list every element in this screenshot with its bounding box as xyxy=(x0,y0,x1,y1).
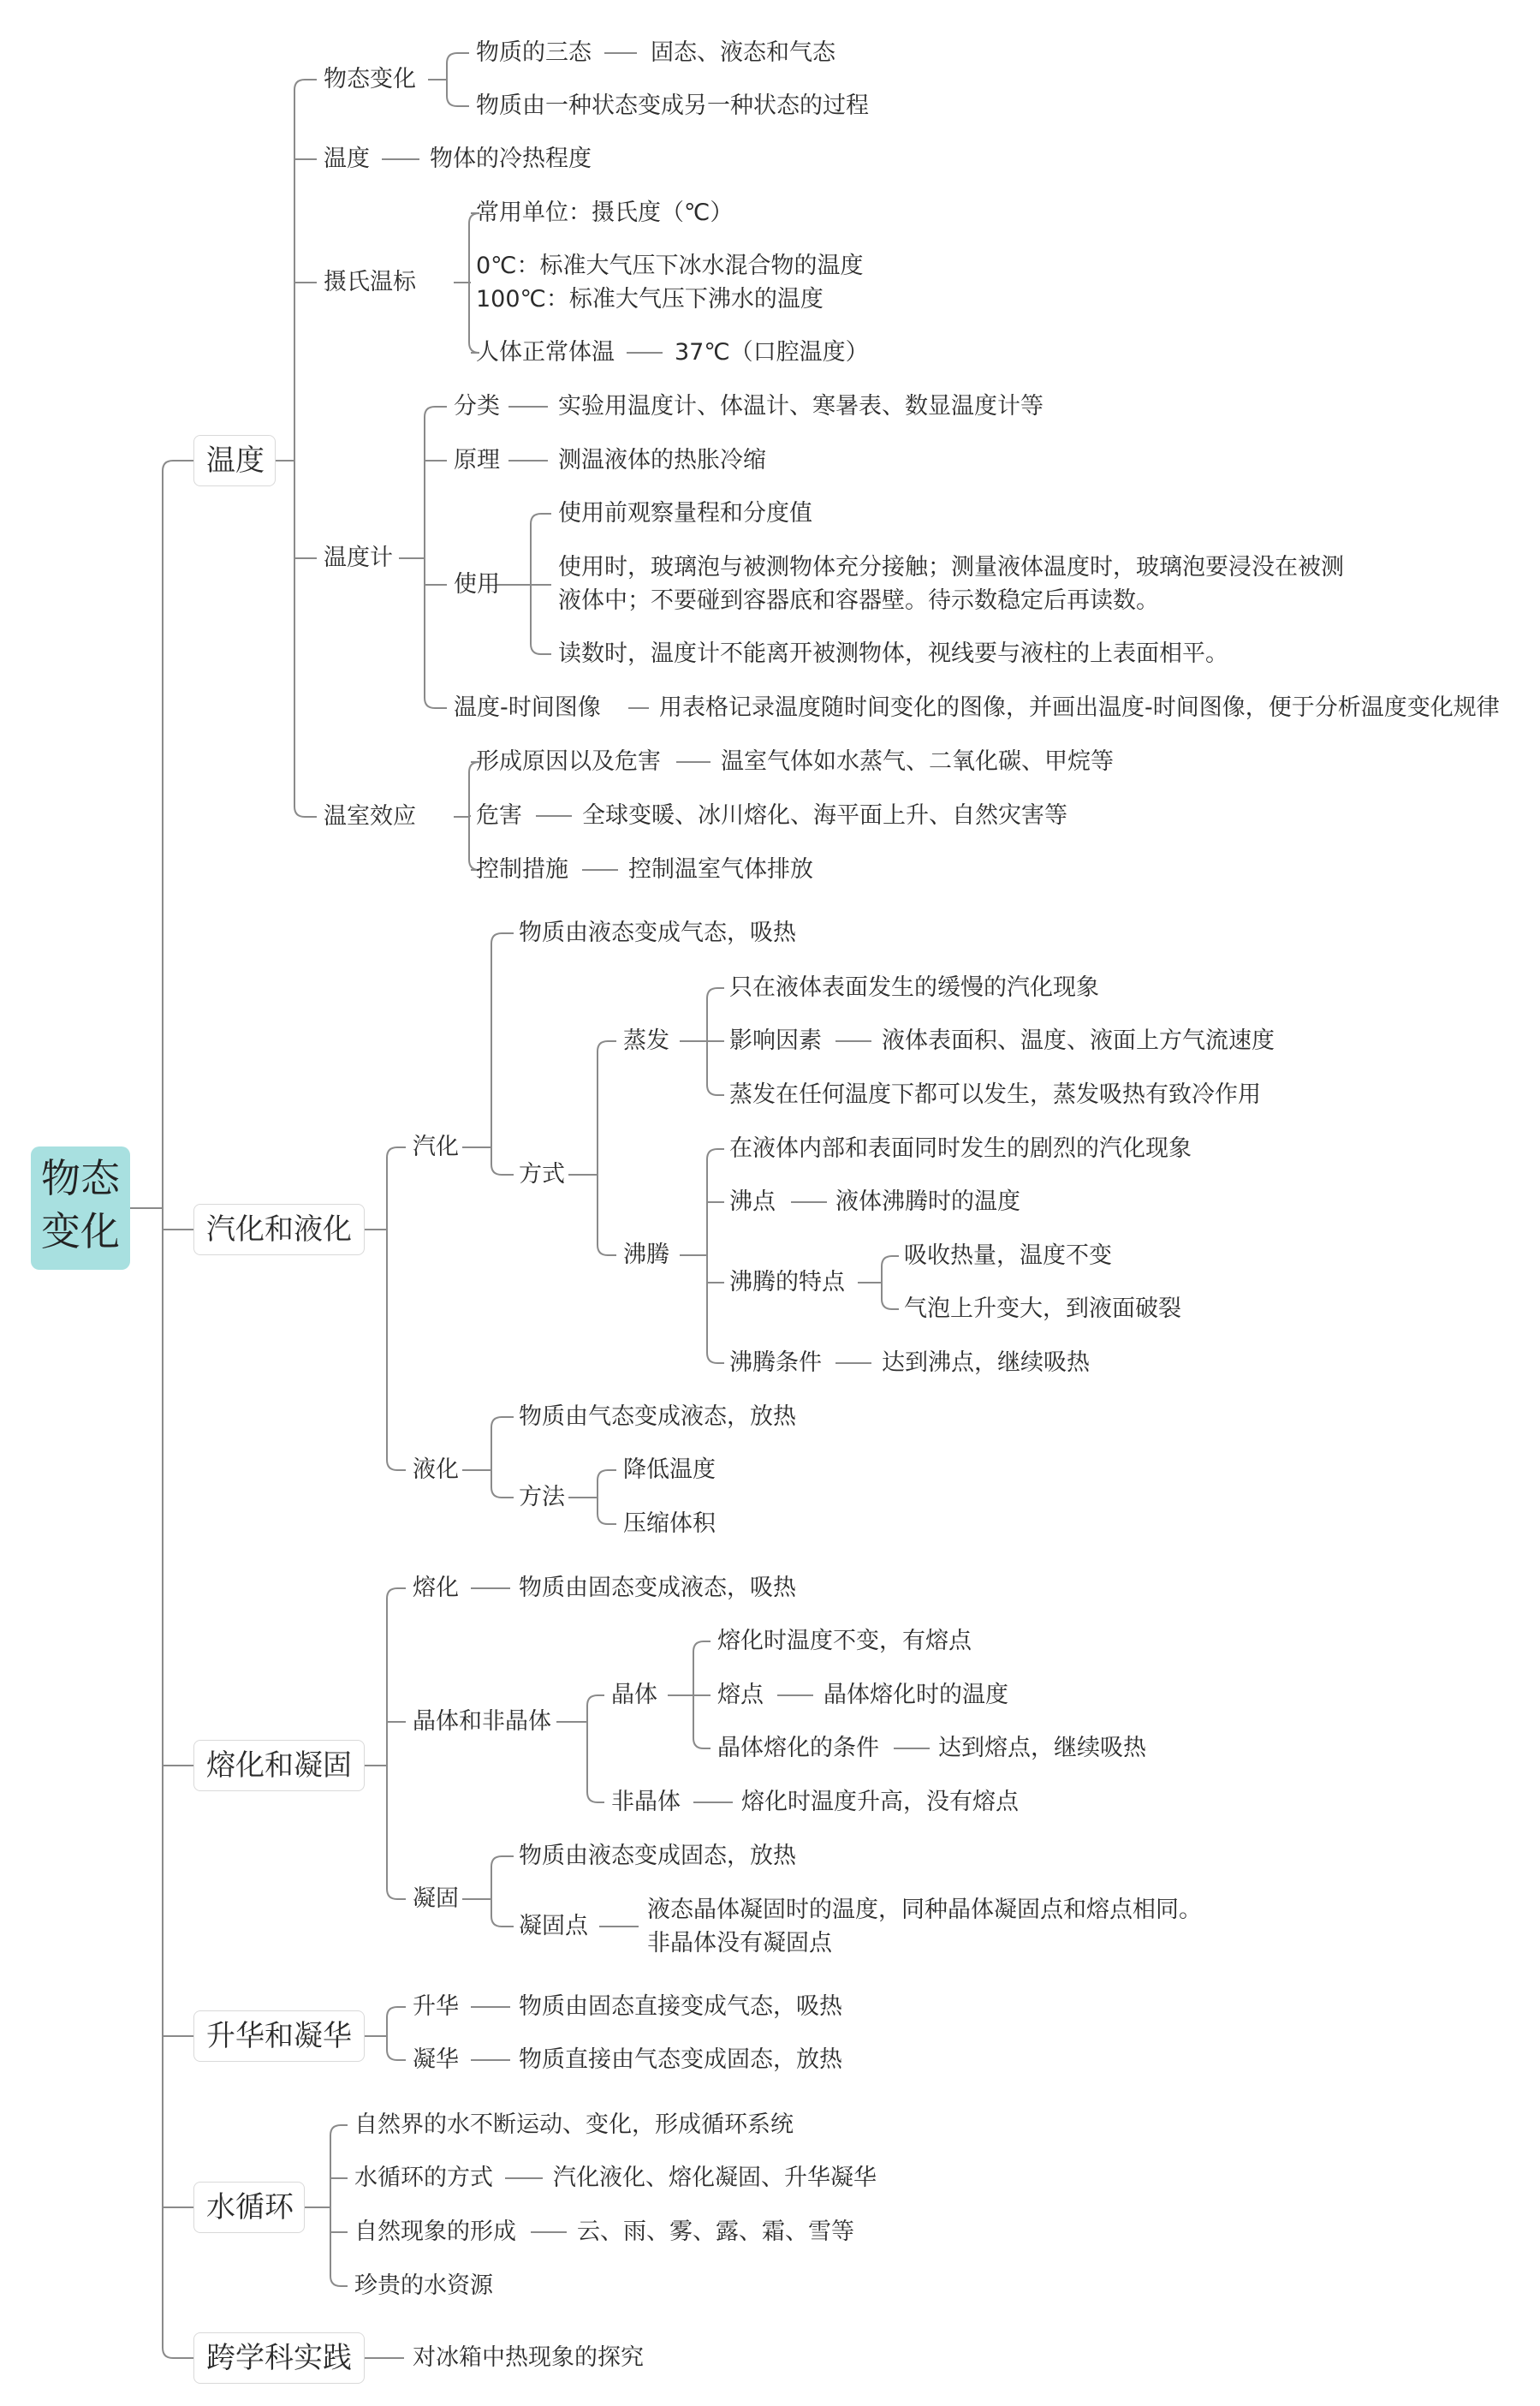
node-melting[interactable]: 熔化 xyxy=(413,1575,459,1601)
node-cause[interactable]: 形成原因以及危害 xyxy=(476,748,661,775)
node-liq-def[interactable]: 物质由气态变成液态，放热 xyxy=(519,1403,796,1430)
connector-line xyxy=(387,2050,406,2060)
node-body-temp[interactable]: 人体正常体温 xyxy=(476,339,615,366)
connector-line xyxy=(531,514,551,524)
node-zero-point[interactable]: 0℃：标准大气压下冰水混合物的温度 xyxy=(476,253,864,279)
connector-line xyxy=(707,988,724,998)
connector-line xyxy=(491,933,514,944)
node-sublimation[interactable]: 升华 xyxy=(413,1993,459,2020)
node-body-temp-value: 37℃（口腔温度） xyxy=(675,339,869,366)
node-melt-cond[interactable]: 晶体熔化的条件 xyxy=(717,1735,879,1761)
connector-line xyxy=(447,96,469,106)
topic-melting[interactable]: 熔化和凝固 xyxy=(193,1740,365,1791)
node-melt-point-value: 晶体熔化时的温度 xyxy=(824,1682,1008,1708)
node-sub-def: 物质由固态直接变成气态，吸热 xyxy=(519,1993,842,2020)
node-water-1[interactable]: 自然界的水不断运动、变化，形成循环系统 xyxy=(354,2111,794,2138)
node-water-4[interactable]: 珍贵的水资源 xyxy=(354,2272,493,2299)
node-control-value: 控制温室气体排放 xyxy=(628,856,813,883)
node-harm[interactable]: 危害 xyxy=(476,802,522,829)
node-cause-value: 温室气体如水蒸气、二氧化碳、甲烷等 xyxy=(721,748,1114,775)
node-evaporation[interactable]: 蒸发 xyxy=(623,1027,669,1054)
node-melt-cond-value: 达到熔点，继续吸热 xyxy=(938,1735,1146,1761)
node-boil-cond-value: 达到沸点，继续吸热 xyxy=(882,1349,1090,1376)
connector-line xyxy=(882,1256,899,1266)
node-principle-value: 测温液体的热胀冷缩 xyxy=(558,447,766,473)
node-use[interactable]: 使用 xyxy=(454,571,500,598)
node-freeze-point[interactable]: 凝固点 xyxy=(519,1913,588,1939)
node-evap-1[interactable]: 只在液体表面发生的缓慢的汽化现象 xyxy=(729,974,1099,1001)
connector-line xyxy=(163,2348,193,2358)
connector-line xyxy=(425,407,447,417)
node-liq-m2[interactable]: 压缩体积 xyxy=(623,1510,716,1537)
node-graph-value: 用表格记录温度随时间变化的图像，并画出温度-时间图像，便于分析温度变化规律 xyxy=(659,694,1500,721)
node-vap-def[interactable]: 物质由液态变成气态，吸热 xyxy=(519,920,796,946)
node-unit[interactable]: 常用单位：摄氏度（℃） xyxy=(476,200,734,226)
node-classify[interactable]: 分类 xyxy=(454,393,500,420)
node-boil-feature[interactable]: 沸腾的特点 xyxy=(729,1269,845,1295)
node-use-2b: 液体中；不要碰到容器底和容器壁。待示数稳定后再读数。 xyxy=(558,587,1159,614)
node-use-2a[interactable]: 使用时，玻璃泡与被测物体充分接触；测量液体温度时，玻璃泡要浸没在被测 xyxy=(558,554,1344,581)
node-boil-point[interactable]: 沸点 xyxy=(729,1188,776,1215)
node-liq-m1[interactable]: 降低温度 xyxy=(623,1456,716,1483)
connector-line xyxy=(707,1353,724,1363)
connector-line xyxy=(531,644,551,654)
node-crystal-1[interactable]: 熔化时温度不变，有熔点 xyxy=(717,1628,972,1654)
connector-line xyxy=(387,1147,406,1158)
node-method[interactable]: 方式 xyxy=(519,1161,565,1188)
node-solid-def[interactable]: 物质由液态变成固态，放热 xyxy=(519,1843,796,1869)
node-temperature-def: 物体的冷热程度 xyxy=(430,146,592,172)
node-use-3[interactable]: 读数时，温度计不能离开被测物体，视线要与液柱的上表面相平。 xyxy=(558,640,1228,667)
node-temperature[interactable]: 温度 xyxy=(324,146,370,172)
node-thermometer[interactable]: 温度计 xyxy=(324,545,393,571)
node-celsius[interactable]: 摄氏温标 xyxy=(324,269,416,295)
node-liq-method[interactable]: 方法 xyxy=(519,1484,565,1510)
connector-line xyxy=(598,1245,616,1255)
node-water-3-value: 云、雨、雾、露、霜、雪等 xyxy=(577,2218,854,2245)
node-evap-3[interactable]: 蒸发在任何温度下都可以发生，蒸发吸热有致冷作用 xyxy=(729,1081,1261,1108)
node-crystal-group[interactable]: 晶体和非晶体 xyxy=(413,1708,551,1735)
node-use-1[interactable]: 使用前观察量程和分度值 xyxy=(558,500,812,527)
node-liquefaction[interactable]: 液化 xyxy=(413,1456,459,1483)
node-hundred-point[interactable]: 100℃：标准大气压下沸水的温度 xyxy=(476,286,824,313)
node-factors-value: 液体表面积、温度、液面上方气流速度 xyxy=(882,1027,1275,1054)
node-cross-value: 对冰箱中热现象的探究 xyxy=(413,2344,644,2371)
root-topic[interactable]: 物态 变化 xyxy=(31,1146,130,1270)
node-boil-1[interactable]: 在液体内部和表面同时发生的剧烈的汽化现象 xyxy=(729,1135,1192,1162)
node-graph[interactable]: 温度-时间图像 xyxy=(454,694,601,721)
connector-line xyxy=(387,1588,406,1599)
connector-line xyxy=(387,2007,406,2017)
node-three-states-value: 固态、液态和气态 xyxy=(651,39,835,66)
node-feature-1[interactable]: 吸收热量，温度不变 xyxy=(904,1242,1112,1269)
connector-line xyxy=(693,1738,711,1748)
node-boil-point-value: 液体沸腾时的温度 xyxy=(835,1188,1020,1215)
node-dep-def: 物质直接由气态变成固态，放热 xyxy=(519,2046,842,2073)
node-deposition[interactable]: 凝华 xyxy=(413,2046,459,2073)
connector-line xyxy=(294,807,317,817)
node-boiling[interactable]: 沸腾 xyxy=(623,1242,669,1268)
node-classify-value: 实验用温度计、体温计、寒暑表、数显温度计等 xyxy=(558,393,1044,420)
connector-line xyxy=(330,2276,348,2286)
topic-temperature[interactable]: 温度 xyxy=(193,435,276,486)
node-melt-point[interactable]: 熔点 xyxy=(717,1682,764,1708)
node-solidify[interactable]: 凝固 xyxy=(413,1885,459,1912)
connector-line xyxy=(294,80,317,90)
connector-line xyxy=(707,1149,724,1159)
topic-sublimation[interactable]: 升华和凝华 xyxy=(193,2010,365,2062)
node-control[interactable]: 控制措施 xyxy=(476,856,568,883)
node-state-change[interactable]: 物态变化 xyxy=(324,66,416,92)
connector-line xyxy=(491,1487,514,1498)
connector-line xyxy=(598,1514,616,1524)
connector-line xyxy=(387,1460,406,1470)
node-boil-cond[interactable]: 沸腾条件 xyxy=(729,1349,822,1376)
connector-line xyxy=(387,1889,406,1899)
connector-line xyxy=(882,1299,899,1309)
node-feature-2[interactable]: 气泡上升变大，到液面破裂 xyxy=(904,1295,1181,1322)
connector-line xyxy=(163,461,193,471)
node-water-2-value: 汽化液化、熔化凝固、升华凝华 xyxy=(553,2165,877,2191)
node-three-states[interactable]: 物质的三态 xyxy=(476,39,592,66)
connector-line xyxy=(598,1470,616,1480)
connector-line xyxy=(491,1164,514,1175)
topic-vaporization[interactable]: 汽化和液化 xyxy=(193,1204,365,1255)
node-melt-def: 物质由固态变成液态，吸热 xyxy=(519,1575,796,1601)
node-water-3[interactable]: 自然现象的形成 xyxy=(354,2218,516,2245)
connector-line xyxy=(491,1856,514,1867)
node-greenhouse[interactable]: 温室效应 xyxy=(324,803,416,830)
node-amorphous[interactable]: 非晶体 xyxy=(611,1789,681,1815)
connector-line xyxy=(598,1041,616,1051)
node-amorphous-value: 熔化时温度升高，没有熔点 xyxy=(741,1789,1019,1815)
node-vaporization[interactable]: 汽化 xyxy=(413,1134,459,1160)
node-principle[interactable]: 原理 xyxy=(454,447,500,473)
node-freeze-b: 非晶体没有凝固点 xyxy=(647,1930,832,1956)
connector-line xyxy=(425,698,447,708)
node-factors[interactable]: 影响因素 xyxy=(729,1027,822,1054)
node-crystal[interactable]: 晶体 xyxy=(611,1682,657,1708)
node-harm-value: 全球变暖、冰川熔化、海平面上升、自然灾害等 xyxy=(582,802,1067,829)
connector-line xyxy=(330,2125,348,2135)
connector-line xyxy=(447,53,469,63)
topic-cross-discipline[interactable]: 跨学科实践 xyxy=(193,2332,365,2384)
connector-line xyxy=(587,1695,604,1706)
connector-line xyxy=(491,1417,514,1427)
node-state-process[interactable]: 物质由一种状态变成另一种状态的过程 xyxy=(476,92,869,119)
node-freeze-a: 液态晶体凝固时的温度，同种晶体凝固点和熔点相同。 xyxy=(647,1897,1202,1923)
connector-line xyxy=(707,1085,724,1095)
connector-line xyxy=(693,1641,711,1652)
topic-water-cycle[interactable]: 水循环 xyxy=(193,2182,305,2233)
node-water-2[interactable]: 水循环的方式 xyxy=(354,2165,493,2191)
connector-line xyxy=(587,1792,604,1802)
connector-line xyxy=(491,1916,514,1927)
